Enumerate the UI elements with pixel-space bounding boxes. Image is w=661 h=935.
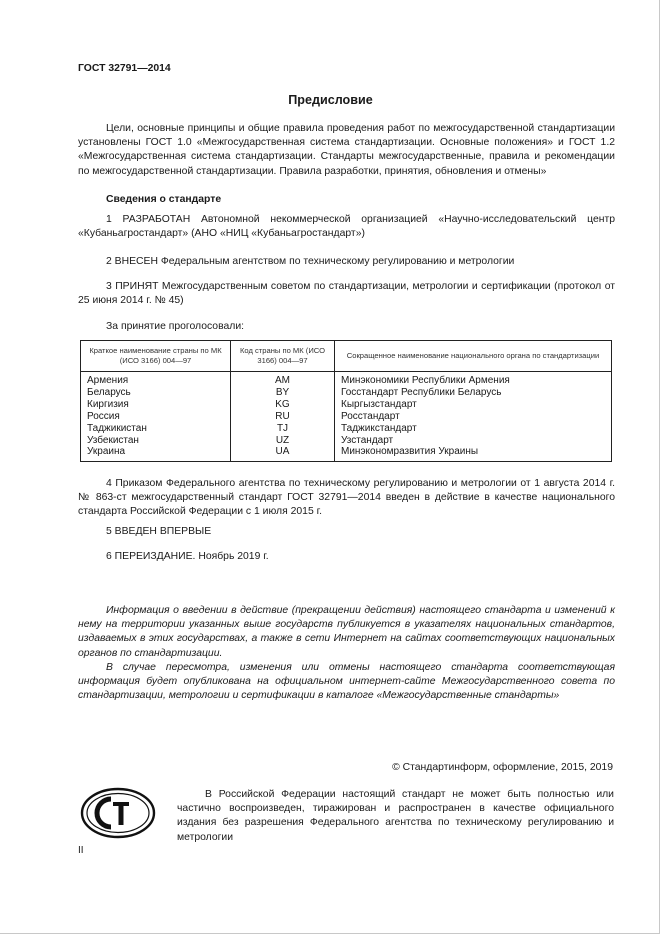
standards-body: Минэкономразвития Украины	[335, 446, 612, 461]
item-3-text: 3 ПРИНЯТ Межгосударственным советом по стандартизации, метрологии и сертификации (протокол от 25 июня 2014 г. № 45)	[78, 281, 615, 307]
rights-notice	[177, 788, 614, 845]
item-2	[78, 255, 615, 269]
header-country-name: Краткое наименование страны по МК (ИСО 3166) 004—97	[81, 341, 231, 372]
country-name: Армения	[81, 372, 231, 387]
table-row	[81, 411, 612, 423]
table-row	[81, 423, 612, 435]
rst-logo-icon	[80, 787, 156, 839]
copyright-line: © Стандартинформ, оформление, 2015, 2019	[392, 762, 613, 773]
header-standards-body: Сокращенное наименование национального органа по стандартизации	[335, 341, 612, 372]
table-row	[81, 446, 612, 461]
document-code: ГОСТ 32791—2014	[78, 63, 171, 74]
country-name: Узбекистан	[81, 435, 231, 447]
table-row	[81, 372, 612, 387]
country-code: UZ	[231, 435, 335, 447]
item-1	[78, 213, 615, 241]
item-6-text: 6 ПЕРЕИЗДАНИЕ. Ноябрь 2019 г.	[106, 551, 269, 562]
header-country-code: Код страны по МК (ИСО 3166) 004—97	[231, 341, 335, 372]
country-code: BY	[231, 387, 335, 399]
country-code: TJ	[231, 423, 335, 435]
table-row	[81, 435, 612, 447]
rights-text: В Российской Федерации настоящий стандарт не может быть полностью или частично воспроизведен, тиражирован и распространен в качестве официального издания без разрешения Федерального агентства по техническому регулированию и метрологии	[177, 789, 614, 843]
section-heading: Сведения о стандарте	[106, 194, 222, 205]
item-1-text: 1 РАЗРАБОТАН Автономной некоммерческой организацией «Научно-исследовательский центр «Кубаньагростандарт» (АНО «НИЦ «Кубаньагростандарт»)	[78, 214, 615, 240]
country-name: Украина	[81, 446, 231, 461]
notice-block	[78, 604, 615, 703]
country-name: Беларусь	[81, 387, 231, 399]
intro-paragraph	[78, 122, 615, 179]
item-5-text: 5 ВВЕДЕН ВПЕРВЫЕ	[106, 526, 212, 537]
item-5	[78, 525, 615, 539]
notice-paragraph-1: Информация о введении в действие (прекращении действия) настоящего стандарта и изменений к нему на территории указанных выше государств публикуется в указателях национальных стандартов, издаваемых в этих государствах, а также в сети Интернет на сайтах соответствующих национальных органов по стандартизации.	[78, 605, 615, 659]
standards-body: Таджикстандарт	[335, 423, 612, 435]
item-3	[78, 280, 615, 308]
item-6	[78, 550, 615, 564]
page-title: Предисловие	[288, 93, 373, 107]
country-code: KG	[231, 399, 335, 411]
notice-paragraph-2: В случае пересмотра, изменения или отмены настоящего стандарта соответствующая информация будет опубликована на официальном интернет-сайте Межгосударственного совета по стандартизации, метрологии и сертификации в каталоге «Межгосударственные стандарты»	[78, 661, 615, 702]
country-code: UA	[231, 446, 335, 461]
table-row	[81, 387, 612, 399]
item-2-text: 2 ВНЕСЕН Федеральным агентством по техническому регулированию и метрологии	[106, 256, 515, 267]
standards-body: Госстандарт Республики Беларусь	[335, 387, 612, 399]
item-4	[78, 477, 615, 520]
standards-body: Узстандарт	[335, 435, 612, 447]
table-row	[81, 399, 612, 411]
voted-label-wrap	[78, 320, 615, 334]
page-number: II	[78, 845, 84, 856]
table-header-row	[81, 341, 612, 372]
rst-logo	[80, 787, 156, 839]
countries-table	[80, 340, 612, 462]
intro-text: Цели, основные принципы и общие правила проведения работ по межгосударственной стандартизации установлены ГОСТ 1.0 «Межгосударственная система стандартизации. Основные положения» и ГОСТ 1.2 «Межгосударственная система стандартизации. Стандарты межгосударственные, правила и рекомендации по межгосударственной стандартизации. Правила разработки, принятия, обновления и отмены»	[78, 123, 615, 177]
voted-label: За принятие проголосовали:	[106, 321, 245, 332]
country-name: Россия	[81, 411, 231, 423]
standards-body: Кыргызстандарт	[335, 399, 612, 411]
country-name: Киргизия	[81, 399, 231, 411]
country-code: RU	[231, 411, 335, 423]
item-4-text: 4 Приказом Федерального агентства по техническому регулированию и метрологии от 1 августа 2014 г. № 863-ст межгосударственный стандарт ГОСТ 32791—2014 введен в действие в качестве национального стандарта Российской Федерации с 1 июля 2015 г.	[78, 478, 615, 518]
country-name: Таджикистан	[81, 423, 231, 435]
country-code: AM	[231, 372, 335, 387]
standards-body: Минэкономики Республики Армения	[335, 372, 612, 387]
standards-body: Росстандарт	[335, 411, 612, 423]
